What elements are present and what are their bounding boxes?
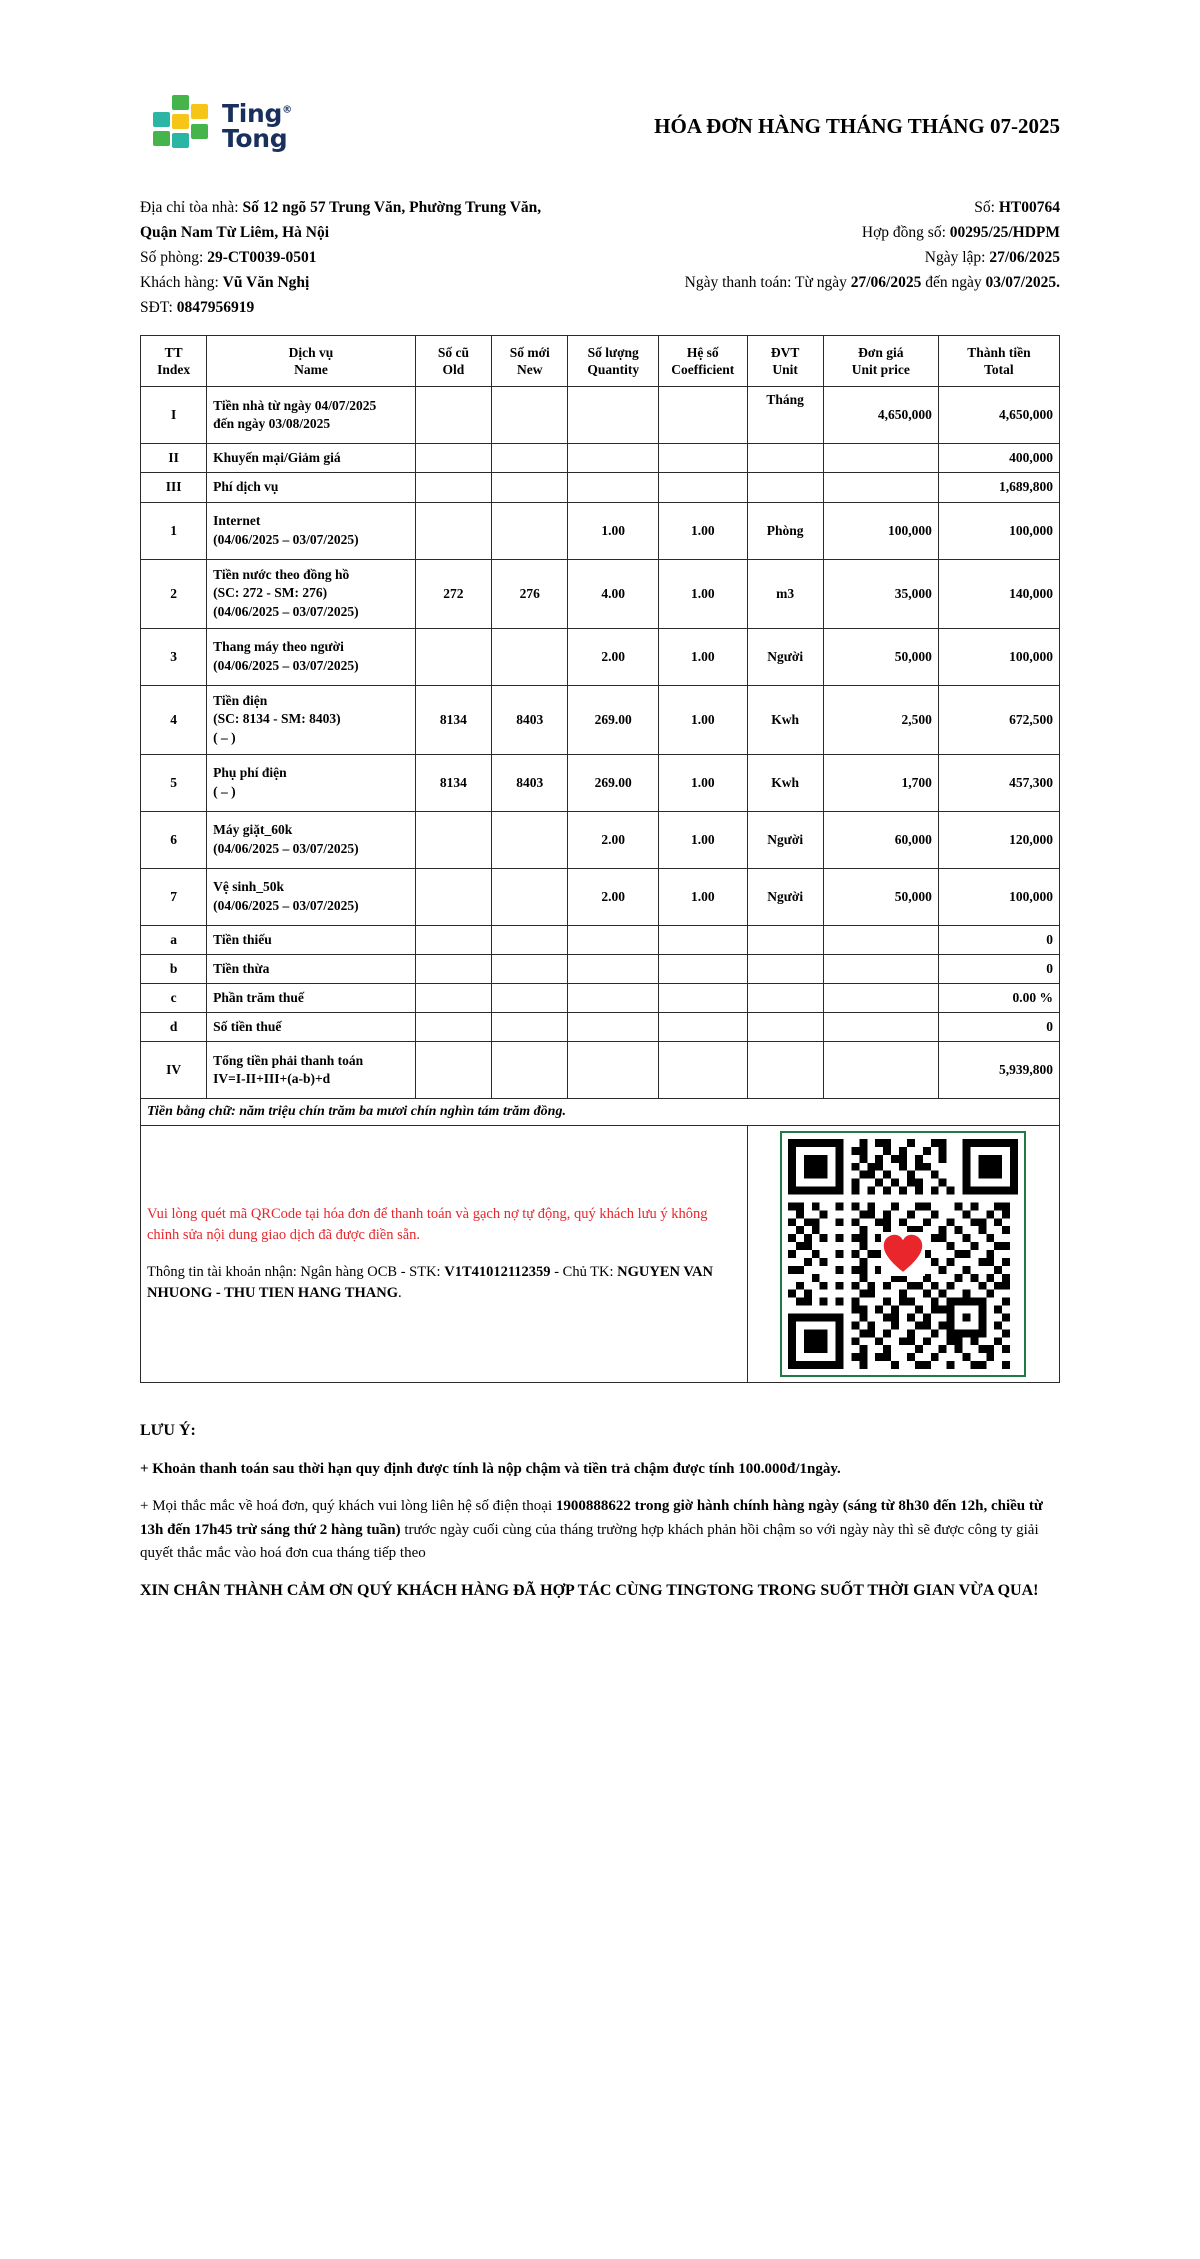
brand-name-line1: Ting (222, 98, 283, 128)
table-row (141, 559, 1060, 628)
thanks-message: XIN CHÂN THÀNH CẢM ƠN QUÝ KHÁCH HÀNG ĐÃ HỢP TÁC CÙNG TINGTONG TRONG SUỐT THỜI GIAN VỪA QUA! (140, 1582, 1039, 1600)
amount-in-words: Tiền bằng chữ: năm triệu chín trăm ba mươi chín nghìn tám trăm đồng. (141, 1099, 1060, 1126)
payment-mid: đến ngày (925, 274, 982, 292)
row-price: 35,000 (823, 559, 938, 628)
row-old: 8134 (415, 754, 491, 811)
row-total: 0 (938, 1013, 1059, 1042)
payment-period (685, 270, 1060, 295)
room-value: 29-CT0039-0501 (207, 249, 317, 267)
row-old (415, 628, 491, 685)
customer-phone (140, 295, 254, 320)
payment-label: Ngày thanh toán: Từ ngày (684, 274, 847, 292)
row-index: a (141, 925, 207, 954)
table-row (141, 925, 1060, 954)
phone-value: 0847956919 (176, 299, 255, 317)
row-index: 3 (141, 628, 207, 685)
row-old (415, 925, 491, 954)
qr-instruction-note: Vui lòng quét mã QRCode tại hóa đơn để thanh toán và gạch nợ tự động, quý khách lưu ý không chỉnh sửa nội dung giao dịch đã được điền sẵn. (147, 1205, 708, 1243)
table-row (141, 1013, 1060, 1042)
footer-note-2-hotline: 1900888622 trong giờ hành chính hàng ngày (sáng từ 8h30 đến 12h, chiều từ 13h đến 17h45 trừ sáng thứ 2 hàng tuần) (140, 1498, 1043, 1538)
invoice-table (140, 335, 1060, 1384)
row-total: 140,000 (938, 559, 1059, 628)
row-name: Phụ phí điện ( – ) (207, 754, 416, 811)
row-index: IV (141, 1042, 207, 1099)
row-unit (747, 983, 823, 1012)
row-index: 6 (141, 811, 207, 868)
row-total: 100,000 (938, 628, 1059, 685)
row-qty (568, 954, 659, 983)
invoice-number-value: HT00764 (998, 199, 1060, 216)
row-qty: 2.00 (568, 628, 659, 685)
row-price: 1,700 (823, 754, 938, 811)
row-total: 100,000 (938, 868, 1059, 925)
row-new (492, 502, 568, 559)
row-unit (747, 925, 823, 954)
row-old (415, 983, 491, 1012)
row-price: 60,000 (823, 811, 938, 868)
phone-label: SĐT: (140, 299, 173, 317)
address-value-line2: Quận Nam Từ Liêm, Hà Nội (140, 224, 330, 242)
row-total: 672,500 (938, 685, 1059, 754)
row-qty: 269.00 (568, 754, 659, 811)
table-row (141, 954, 1060, 983)
payment-from: 27/06/2025 (850, 274, 922, 292)
row-price (823, 473, 938, 502)
row-price: 100,000 (823, 502, 938, 559)
row-qty (568, 473, 659, 502)
row-qty (568, 925, 659, 954)
room-label: Số phòng: (140, 249, 204, 267)
row-old (415, 444, 491, 473)
row-new (492, 628, 568, 685)
row-name: Tiền nhà từ ngày 04/07/2025 đến ngày 03/08/2025 (207, 387, 416, 444)
bank-info (147, 1262, 741, 1306)
row-coef: 1.00 (658, 754, 747, 811)
row-old (415, 473, 491, 502)
row-total: 0 (938, 925, 1059, 954)
row-new (492, 868, 568, 925)
amount-in-words-row (141, 1099, 1060, 1126)
col-unit-price: Đơn giá Unit price (823, 335, 938, 387)
invoice-number (974, 195, 1060, 220)
row-total: 4,650,000 (938, 387, 1059, 444)
invoice-number-label: Số: (974, 199, 995, 216)
row-total: 120,000 (938, 811, 1059, 868)
row-coef (658, 983, 747, 1012)
row-name: Phần trăm thuế (207, 983, 416, 1012)
payment-note-cell (141, 1126, 748, 1383)
table-row (141, 868, 1060, 925)
row-coef (658, 444, 747, 473)
footer-note-2-part2: trước ngày cuối cùng của tháng trường hợp khách phản hồi chậm so với ngày này thì sẽ được công ty giải quyết thắc mắc vào hoá đơn cua tháng tiếp theo (140, 1521, 1039, 1561)
row-price (823, 954, 938, 983)
customer-label: Khách hàng: (140, 274, 219, 292)
tingtong-logo-icon (150, 95, 212, 157)
row-unit (747, 444, 823, 473)
row-price (823, 444, 938, 473)
footer-note-2-part1: + Mọi thắc mắc về hoá đơn, quý khách vui lòng liên hệ số điện thoại (140, 1498, 553, 1515)
row-price: 50,000 (823, 628, 938, 685)
table-row (141, 811, 1060, 868)
row-new (492, 473, 568, 502)
row-old (415, 387, 491, 444)
col-total: Thành tiền Total (938, 335, 1059, 387)
table-row (141, 387, 1060, 444)
col-new: Số mới New (492, 335, 568, 387)
brand-name-line2: Tong (222, 124, 288, 153)
created-date (925, 245, 1060, 270)
row-coef: 1.00 (658, 811, 747, 868)
building-address (140, 195, 541, 220)
payment-row (141, 1126, 1060, 1383)
row-qty (568, 1013, 659, 1042)
created-value: 27/06/2025 (989, 249, 1060, 267)
table-row (141, 983, 1060, 1012)
brand-name (222, 98, 292, 153)
col-name: Dịch vụ Name (207, 335, 416, 387)
registered-mark: ® (282, 104, 292, 116)
row-coef (658, 387, 747, 444)
row-new (492, 1042, 568, 1099)
address-label: Địa chỉ tòa nhà: (140, 199, 239, 216)
row-new (492, 1013, 568, 1042)
row-index: 7 (141, 868, 207, 925)
row-index: III (141, 473, 207, 502)
row-index: 1 (141, 502, 207, 559)
row-old (415, 1042, 491, 1099)
row-unit: Người (747, 628, 823, 685)
bank-info-prefix: Thông tin tài khoản nhận: Ngân hàng OCB - STK: (147, 1263, 441, 1280)
qr-code[interactable] (780, 1131, 1026, 1377)
row-name: Máy giặt_60k (04/06/2025 – 03/07/2025) (207, 811, 416, 868)
row-price (823, 1042, 938, 1099)
row-coef: 1.00 (658, 628, 747, 685)
row-unit (747, 1042, 823, 1099)
row-name: Vệ sinh_50k (04/06/2025 – 03/07/2025) (207, 868, 416, 925)
row-unit: Người (747, 868, 823, 925)
footer-note-1: + Khoản thanh toán sau thời hạn quy định được tính là nộp chậm và tiền trả chậm được tính 100.000đ/1ngày. (140, 1461, 841, 1478)
row-new (492, 811, 568, 868)
row-new (492, 983, 568, 1012)
row-new: 8403 (492, 685, 568, 754)
row-coef: 1.00 (658, 559, 747, 628)
row-new: 276 (492, 559, 568, 628)
row-old (415, 868, 491, 925)
row-total: 0 (938, 954, 1059, 983)
row-old (415, 1013, 491, 1042)
footer-notes (140, 1419, 1060, 1603)
row-total: 100,000 (938, 502, 1059, 559)
row-index: b (141, 954, 207, 983)
payment-to: 03/07/2025. (985, 274, 1060, 292)
row-total: 400,000 (938, 444, 1059, 473)
contract-number (862, 220, 1060, 245)
row-name: Tiền nước theo đồng hồ (SC: 272 - SM: 276) (04/06/2025 – 03/07/2025) (207, 559, 416, 628)
col-coefficient: Hệ số Coefficient (658, 335, 747, 387)
notice-title: LƯU Ý: (140, 1422, 196, 1440)
page-title: HÓA ĐƠN HÀNG THÁNG THÁNG 07-2025 (654, 113, 1060, 138)
row-qty: 1.00 (568, 502, 659, 559)
row-coef: 1.00 (658, 502, 747, 559)
address-value-line1: Số 12 ngõ 57 Trung Văn, Phường Trung Văn, (242, 199, 542, 216)
row-price: 4,650,000 (823, 387, 938, 444)
row-price (823, 1013, 938, 1042)
row-index: c (141, 983, 207, 1012)
bank-info-suffix: . (397, 1285, 402, 1302)
row-name: Tổng tiền phải thanh toán IV=I-II+III+(a-b)+d (207, 1042, 416, 1099)
row-coef: 1.00 (658, 685, 747, 754)
row-old: 272 (415, 559, 491, 628)
row-old (415, 811, 491, 868)
brand-logo (140, 95, 292, 157)
qr-cell (747, 1126, 1059, 1383)
row-price: 2,500 (823, 685, 938, 754)
table-header-row (141, 335, 1060, 387)
row-unit: Kwh (747, 685, 823, 754)
customer-name (140, 270, 309, 295)
row-price (823, 925, 938, 954)
row-index: II (141, 444, 207, 473)
bank-account-number: V1T41012112359 (444, 1263, 551, 1280)
row-price (823, 983, 938, 1012)
bank-info-mid: - Chủ TK: (554, 1263, 614, 1280)
row-price: 50,000 (823, 868, 938, 925)
row-total: 5,939,800 (938, 1042, 1059, 1099)
row-new (492, 954, 568, 983)
row-unit (747, 1013, 823, 1042)
room-number (140, 245, 317, 270)
invoice-table-body (141, 387, 1060, 1383)
row-qty: 2.00 (568, 811, 659, 868)
invoice-meta (140, 195, 1060, 321)
row-name: Số tiền thuế (207, 1013, 416, 1042)
invoice-header (140, 95, 1060, 157)
row-coef: 1.00 (658, 868, 747, 925)
table-row (141, 444, 1060, 473)
row-unit: Phòng (747, 502, 823, 559)
col-quantity: Số lượng Quantity (568, 335, 659, 387)
created-label: Ngày lập: (924, 249, 986, 267)
row-total: 0.00 % (938, 983, 1059, 1012)
row-qty (568, 444, 659, 473)
row-total: 1,689,800 (938, 473, 1059, 502)
heart-icon (881, 1232, 925, 1276)
row-qty (568, 387, 659, 444)
row-coef (658, 473, 747, 502)
row-unit: Tháng (747, 387, 823, 444)
row-coef (658, 954, 747, 983)
row-name: Khuyến mại/Giảm giá (207, 444, 416, 473)
row-index: 2 (141, 559, 207, 628)
row-name: Phí dịch vụ (207, 473, 416, 502)
row-old: 8134 (415, 685, 491, 754)
contract-label: Hợp đồng số: (861, 224, 946, 242)
table-row (141, 473, 1060, 502)
col-unit: ĐVT Unit (747, 335, 823, 387)
table-row (141, 685, 1060, 754)
table-row (141, 502, 1060, 559)
col-old: Số cũ Old (415, 335, 491, 387)
row-coef (658, 925, 747, 954)
row-qty: 2.00 (568, 868, 659, 925)
contract-value: 00295/25/HDPM (949, 224, 1060, 242)
row-unit: m3 (747, 559, 823, 628)
table-row (141, 628, 1060, 685)
table-row (141, 754, 1060, 811)
row-name: Thang máy theo người (04/06/2025 – 03/07/2025) (207, 628, 416, 685)
footer-note-2 (140, 1495, 1060, 1565)
table-row-total (141, 1042, 1060, 1099)
row-coef (658, 1042, 747, 1099)
row-total: 457,300 (938, 754, 1059, 811)
row-new (492, 925, 568, 954)
invoice-table-head (141, 335, 1060, 387)
row-name: Tiền thiếu (207, 925, 416, 954)
row-old (415, 502, 491, 559)
row-coef (658, 1013, 747, 1042)
row-index: 5 (141, 754, 207, 811)
row-qty (568, 1042, 659, 1099)
row-unit: Người (747, 811, 823, 868)
row-index: I (141, 387, 207, 444)
row-qty: 4.00 (568, 559, 659, 628)
row-qty (568, 983, 659, 1012)
row-new: 8403 (492, 754, 568, 811)
row-name: Tiền thừa (207, 954, 416, 983)
row-index: d (141, 1013, 207, 1042)
col-index: TT Index (141, 335, 207, 387)
row-index: 4 (141, 685, 207, 754)
customer-value: Vũ Văn Nghị (222, 274, 310, 292)
row-unit (747, 954, 823, 983)
row-new (492, 444, 568, 473)
row-unit: Kwh (747, 754, 823, 811)
row-old (415, 954, 491, 983)
row-name: Tiền điện (SC: 8134 - SM: 8403) ( – ) (207, 685, 416, 754)
row-new (492, 387, 568, 444)
row-name: Internet (04/06/2025 – 03/07/2025) (207, 502, 416, 559)
bank-account-owner: NGUYEN VAN NHUONG - THU TIEN HANG THANG (147, 1263, 713, 1302)
row-unit (747, 473, 823, 502)
row-qty: 269.00 (568, 685, 659, 754)
